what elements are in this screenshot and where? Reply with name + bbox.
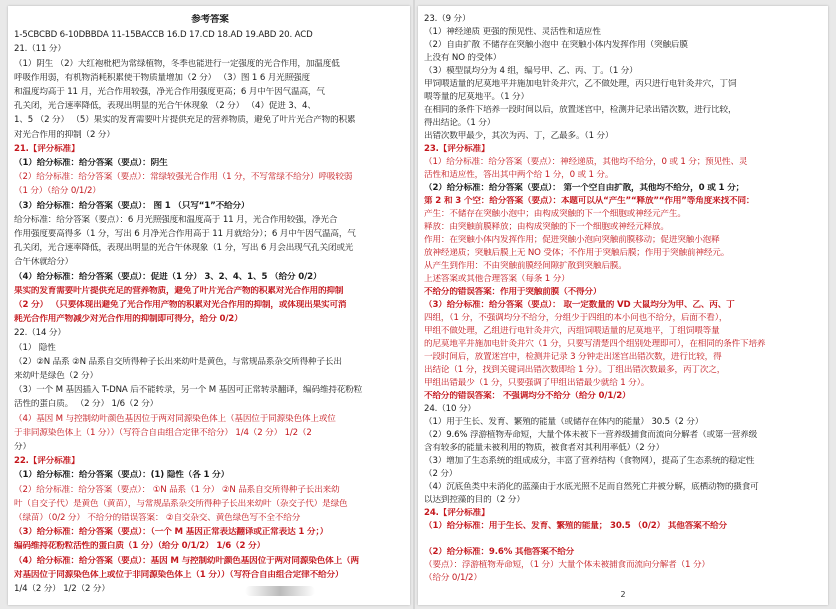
text-line: （3）给分标准：给分答案（要点）： 图 1 （只写“1”不给分） — [14, 200, 250, 211]
text-line: 甲组不做处理，乙组进行电针灸并穴，丙组饲喂适量的尼莫地平，丁组饲喂等量 — [424, 326, 720, 336]
text-line: 喂等量的尼莫地平。（1 分） — [424, 92, 529, 102]
page-left — [8, 6, 410, 605]
text-line: 对基因位于同源染色体上或位于非同源染色体上（1 分））（写符合自由组合定律不给分） — [14, 569, 344, 580]
text-line: 孔关闭，光合速率降低，表现出明显的光合午休现象（1 分，写出 6 月会出现气孔关闭或光 — [14, 243, 354, 254]
text-line: （1） 隐性 — [14, 342, 56, 353]
text-line: （4）基因 M 与控制幼叶颜色基因位于两对同源染色体上（基因位于同源染色体上或位 — [14, 413, 336, 424]
text-line: （1）给分标准：给分答案（要点）：阴生 — [14, 158, 168, 168]
text-line: 第 2 和 3 个空：给分答案（要点）：本题可以从“产生”“释放”“作用”等角度来找不同： — [424, 196, 755, 206]
text-line: 耗光合作用产物减少对光合作用的抑制即可得分，给分 0/2） — [14, 314, 243, 325]
text-line: 得出结论。（1 分） — [424, 118, 496, 128]
text-line: 1-5CBCBD 6-10DBBDA 11-15BACCB 16.D 17.CD 18.AD 19.ABD 20. ACD — [14, 30, 313, 41]
text-line: 和温度均高于 11 月，光合作用较强，净光合作用强度更高；6 月中午因气温高，气 — [14, 87, 325, 97]
text-line: （1）给分标准：用于生长、发育、繁殖的能量； 30.5 （0/2） 其他答案不给分 — [424, 521, 727, 531]
text-line: 上没有 NO 的受体） — [424, 53, 502, 63]
text-line: （3）增加了生态系统的组成成分，丰富了营养结构（食物网），提高了生态系统的稳定性 — [424, 456, 755, 466]
text-line: （要点）：浮游植物寿命短，（1 分）大量个体未被捕食而流向分解者（1 分） — [424, 560, 710, 570]
text-line: 活性和适应性，答出其中两个给 1 分，0 或 1 分。 — [424, 170, 614, 180]
text-line: 叶（自交子代）是黄色（黄苗），与常规品系杂交所得种子长出来幼叶（杂交子代）是绿色 — [14, 498, 348, 509]
text-line: （3）给分标准：给分答案（要点）：（一个 M 基因正常表达翻译或正常表达 1 分；） — [14, 527, 329, 538]
text-line: 的尼莫地平并施加电针灸并穴（1 分，只要写清楚四个组别处理即可），在相同的条件下培养 — [424, 339, 766, 349]
text-line: （1）神经递质 更强的预见性、灵活性和适应性 — [424, 27, 601, 37]
page-divider — [413, 0, 415, 609]
text-line: 分） — [14, 442, 31, 452]
text-line: 以达到控藻的目的（2 分） — [424, 495, 525, 505]
text-line: 24.【评分标准】 — [424, 508, 490, 518]
text-line: 编码维持花粉粒活性的蛋白质（1 分）（给分 0/1/2） 1/6（2 分） — [14, 541, 266, 552]
text-line: （3）模型鼠均分为 4 组，编号甲、乙、丙、丁。（1 分） — [424, 66, 638, 76]
text-line: 1/4（2 分） 1/2（2 分） — [14, 584, 110, 594]
text-line: （2）②N 品系 ②N 品系自交所得种子长出来幼叶是黄色，与常规品系杂交所得种子长出 — [14, 356, 342, 367]
text-line: 甲饲喂适量的尼莫地平并施加电针灸并穴，乙不做处理，丙只进行电针灸并穴，丁饲 — [424, 79, 737, 89]
text-line: 活性的蛋白质。 （2 分） 1/6（2 分） — [14, 399, 159, 410]
text-line: （2）9.6% 浮游植物寿命短，大量个体未被下一营养级捕食而流向分解者（或第一营养级 — [424, 430, 758, 440]
text-line: （2）自由扩散 不储存在突触小泡中 在突触小体内发挥作用（突触后膜 — [424, 40, 688, 50]
text-line: 甲组出错最少（1 分，只要强调了甲组出错最少就给 1 分）。 — [424, 378, 650, 388]
text-line: 24.（10 分） — [424, 404, 476, 414]
text-line: （2）给分标准：给分答案（要点）：常绿较强光合作用（1 分，不写常绿不给分）呼吸较弱 — [14, 172, 353, 183]
text-line: 孔关闭，光合速率降低，表现出明显的光合午休现象 （2 分） （4）促进 3、4、 — [14, 101, 316, 112]
text-line: 22.【评分标准】 — [14, 456, 80, 467]
text-line: 23.【评分标准】 — [424, 144, 490, 154]
text-line: 不给分的错误答案： 不强调均分不给分（给分 0/1/2） — [424, 391, 631, 401]
text-line: 对光合作用的抑制（2 分） — [14, 129, 115, 140]
text-line: 1、5 （2 分） （5）果实的发育需要叶片提供充足的营养物质，避免了叶片光合产物的积累 — [14, 115, 356, 126]
answer-title: 参考答案 — [191, 14, 229, 25]
text-line: 四组，（1 分，不强调均分不给分，分组少于四组的本小问也不给分，后面不看）， — [424, 313, 728, 323]
text-line: （给分 0/1/2） — [424, 573, 482, 583]
text-line: （2 分） （只要体现出避免了光合作用产物的积累对光合作用的抑制，或体现出果实可消 — [14, 300, 347, 310]
text-line: 21.（11 分） — [14, 44, 66, 55]
text-line: （4）给分标准：给分答案（要点）：基因 M 与控制幼叶颜色基因位于两对同源染色体上（两 — [14, 555, 359, 566]
text-line: 来幼叶是绿色（2 分） — [14, 371, 98, 381]
scan-smudge — [245, 586, 315, 596]
text-line: （2）给分标准：给分答案（要点）： ①N 品系（1 分） ②N 品系自交所得种子长出来幼 — [14, 484, 340, 495]
text-line: 22.（14 分） — [14, 328, 66, 339]
text-line: （绿苗）（0/2 分） 不给分的错误答案： ②自交杂交、黄色绿色写不全不给分 — [14, 513, 301, 523]
text-line: 呼吸作用弱，有机物消耗积累使干物质量增加（2 分） （3）图 1 6 月光照强度 — [14, 72, 310, 83]
text-line: 23.（9 分） — [424, 14, 471, 24]
text-line: （1 分）（给分 0/1/2） — [14, 186, 101, 197]
text-line: 合午休就给分） — [14, 257, 74, 268]
text-line: （3）一个 M 基因插入 T-DNA 后不能转录，另一个 M 基因可正常转录翻译，编码维持花粉粒 — [14, 385, 363, 396]
text-line: （1）阴生 （2）大红袍枇杷为常绿植物，冬季也能进行一定强度的光合作用，加温度低 — [14, 58, 340, 69]
text-line: 在相同的条件下培养一段时间以后，放置迷宫中，检测并记录出错次数，进行比较， — [424, 105, 737, 115]
text-line: 给分标准：给分答案（要点）：6 月光照强度和温度高于 11 月，光合作用较强，净光合 — [14, 214, 338, 225]
text-line: 一段时间后，放置迷宫中，检测并记录 3 分钟走出迷宫出错次数，进行比较，得 — [424, 352, 722, 362]
page-right — [418, 6, 828, 605]
text-line: （1）给分标准：给分答案（要点）：(1) 隐性（各 1 分） — [14, 470, 230, 481]
text-line: （1）用于生长、发育、繁殖的能量（或储存在体内的能量） 30.5（2 分） — [424, 417, 704, 427]
text-line: （3）给分标准：给分答案（要点）： 取一定数量的 VD 大鼠均分为甲、乙、丙、丁 — [424, 300, 735, 310]
text-line: 出结论（1 分，找到关键词出错次数即给 1 分）。丁组出错次数最多，丙丁次之， — [424, 365, 726, 375]
text-line: 含有较多的能量未被利用的物质，被食者对其利用率低）（2 分） — [424, 443, 665, 453]
page-number: 2 — [620, 590, 626, 599]
text-line: （1）给分标准：给分答案（要点）：神经递质，其他均不给分，0 或 1 分；预见性、灵 — [424, 157, 748, 167]
text-line: 不给分的错误答案：作用于突触前膜（不得分） — [424, 287, 602, 297]
text-line: （4）沉底鱼类中未消化的蓝藻由于水底光照不足而自然死亡并被分解，底栖动物的摄食可 — [424, 482, 759, 492]
text-line: 产生：不储存在突触小泡中；由构成突触的下一个细胞或神经元产生。 — [424, 209, 686, 219]
text-line: 从产生到作用：不由突触前膜经间隙扩散到突触后膜。 — [424, 261, 627, 271]
text-line: 作用强度要高得多（1 分，写出 6 月净光合作用高于 11 月就给分）；6 月中午因气温高，气 — [14, 229, 356, 239]
text-line: 作用：在突触小体内发挥作用；促进突触小泡向突触前膜移动；促进突触小泡释 — [424, 235, 720, 245]
text-line: 释放：由突触前膜释放；由构成突触的下一个细胞或神经元释放。 — [424, 222, 669, 232]
text-line: 放神经递质；突触后膜上无 NO 受体；不作用于突触后膜；作用于突触前神经元。 — [424, 248, 730, 258]
text-line: 出错次数甲最少，其次为丙、丁，乙最多。（1 分） — [424, 131, 614, 141]
text-line: 上述答案或其他合理答案（每条 1 分） — [424, 274, 570, 284]
text-line: （2 分） — [424, 469, 458, 479]
text-line: 果实的发育需要叶片提供充足的营养物质，避免了叶片光合产物的积累对光合作用的抑制 — [14, 285, 344, 296]
text-line: 于非同源染色体上（1 分））（写符合自由组合定律不给分） 1/4（2 分） 1/2（2 — [14, 427, 312, 438]
text-line: 21.【评分标准】 — [14, 143, 80, 154]
text-line: （2）给分标准：9.6% 其他答案不给分 — [424, 547, 575, 557]
text-line: （4）给分标准：给分答案（要点）：促进（1 分） 3、2、4、1、5 （给分 0/2） — [14, 271, 322, 282]
text-line: （2）给分标准：给分答案（要点）： 第一个空自由扩散，其他均不给分，0 或 1 分； — [424, 183, 745, 193]
